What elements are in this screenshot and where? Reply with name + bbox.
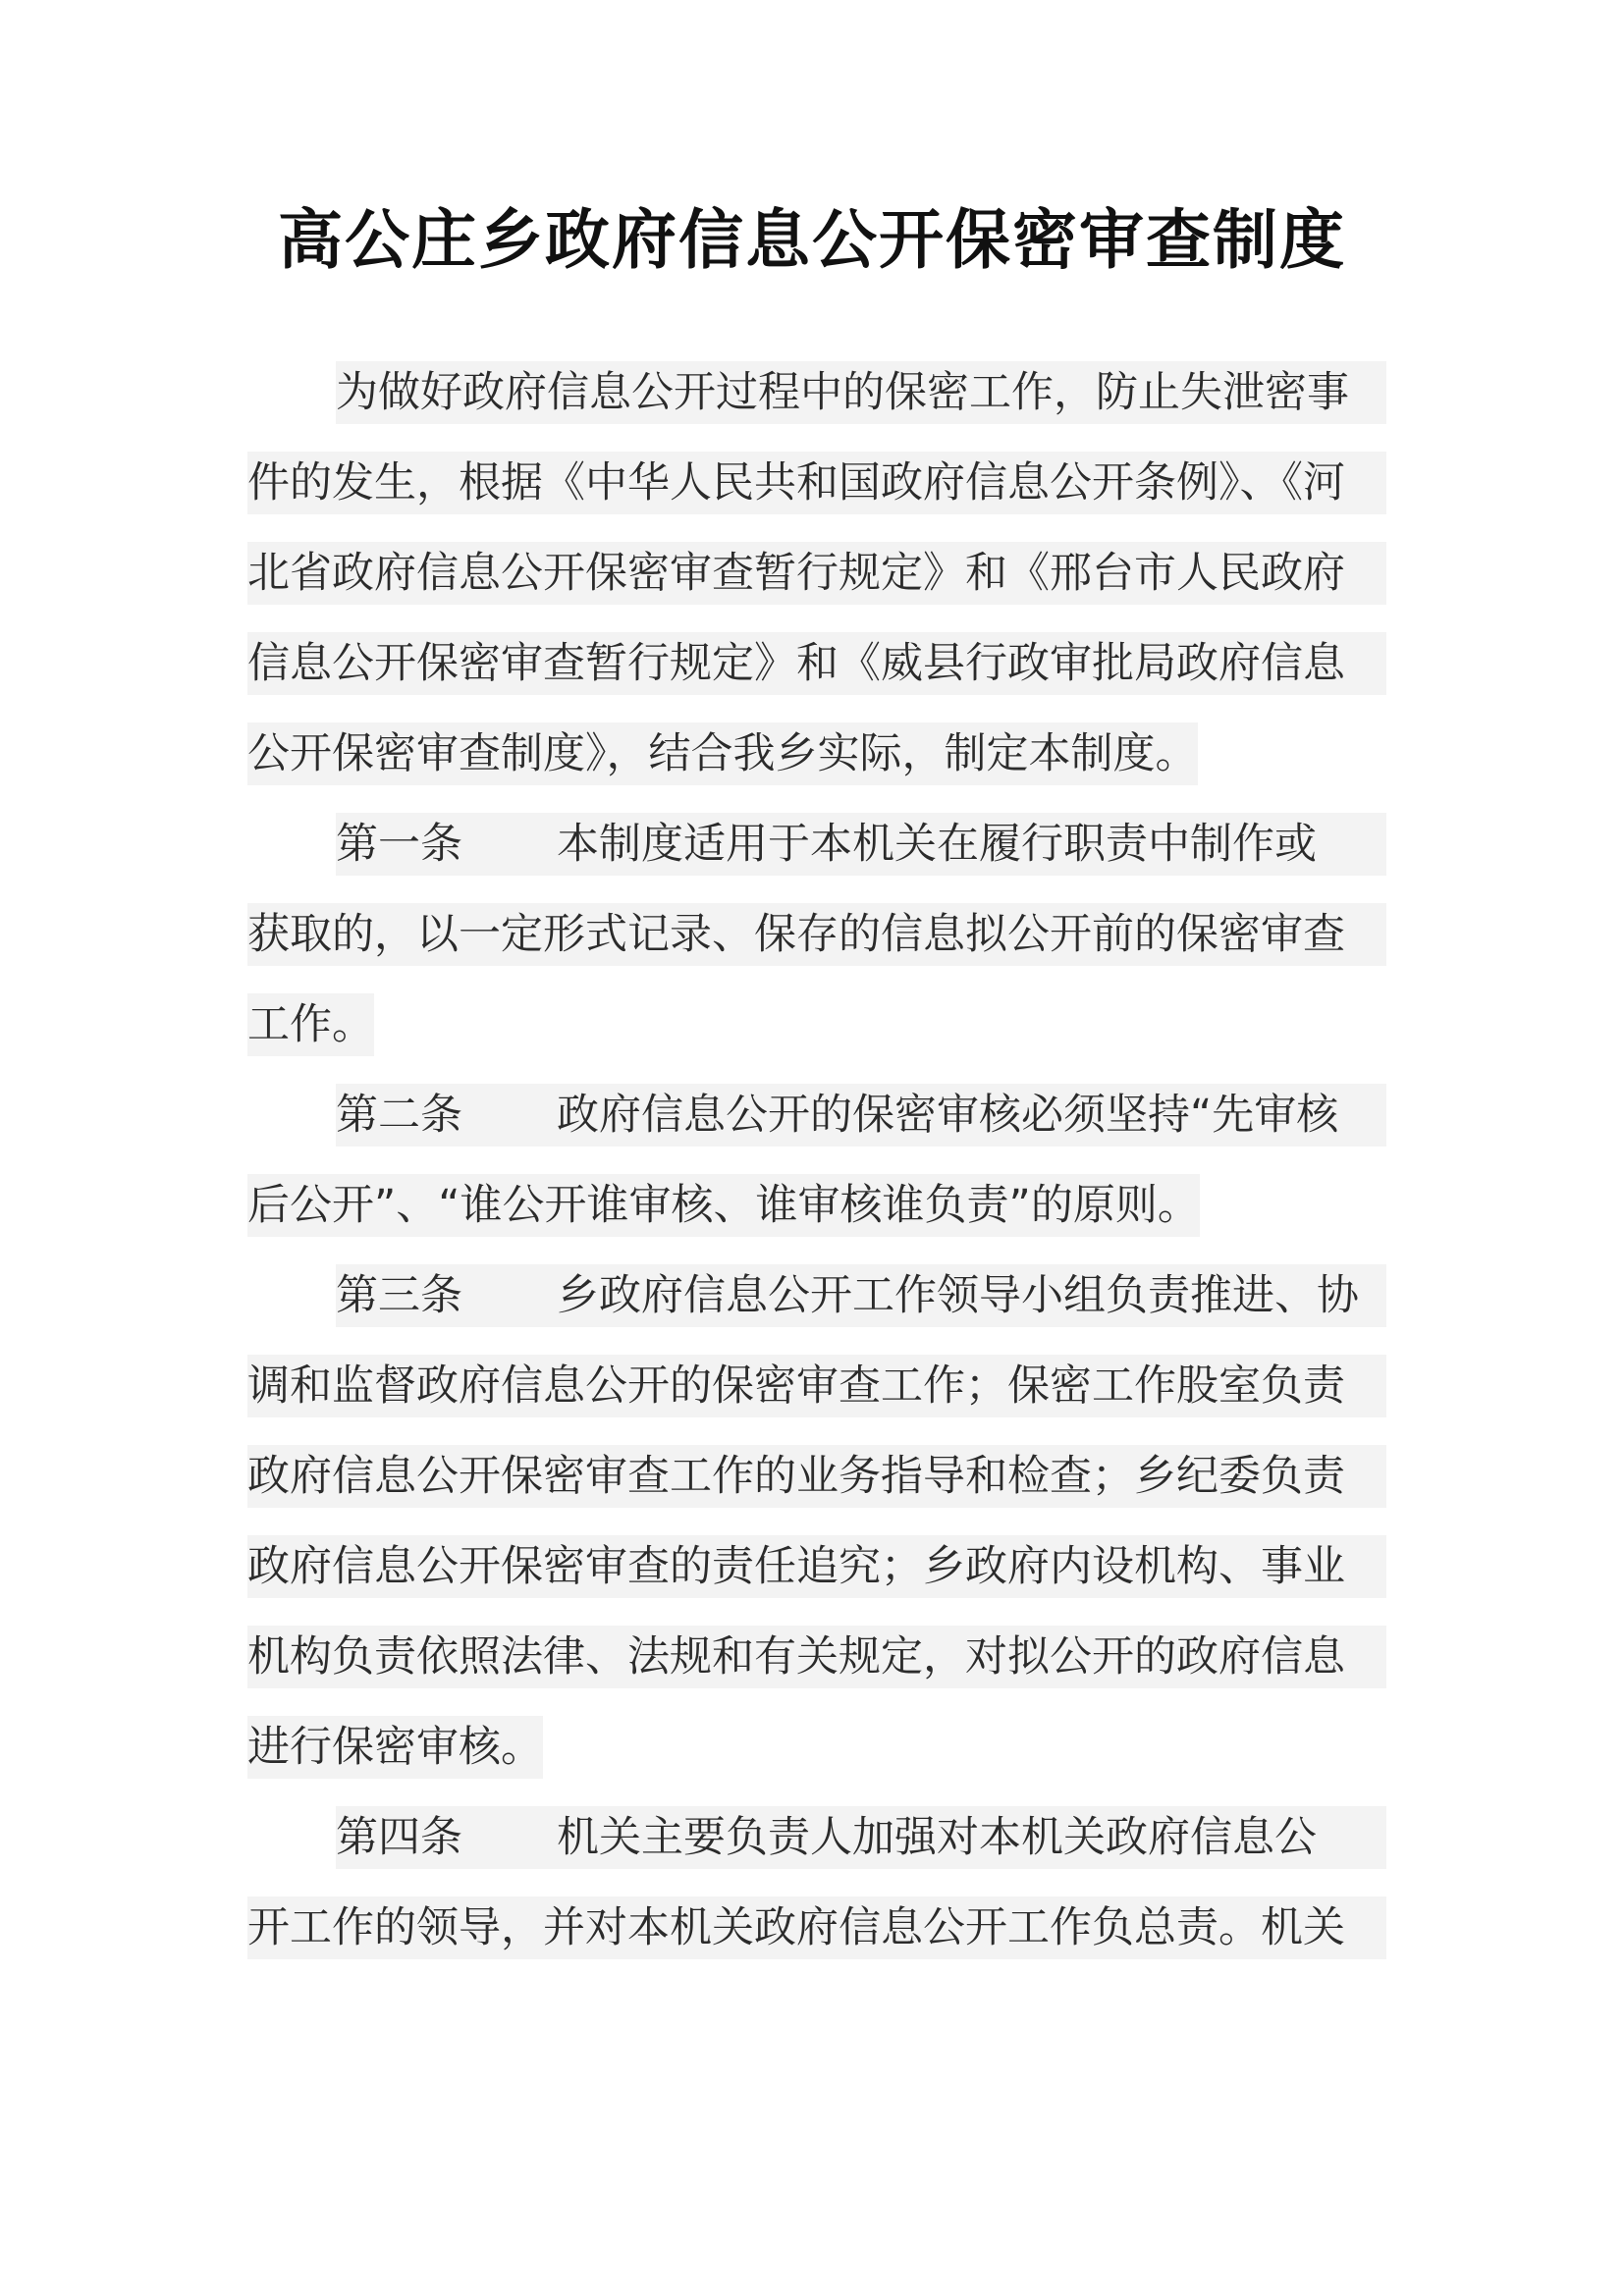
line-text: 进行保密审核。: [247, 1723, 543, 1772]
article-1-line: [336, 813, 1386, 876]
paragraph-line: [247, 1174, 1200, 1237]
paragraph-line: [247, 1535, 1386, 1598]
article-label: 第四条: [336, 1813, 462, 1862]
article-label: 第一条: [336, 820, 462, 869]
line-text: 开工作的领导，并对本机关政府信息公开工作负总责。机关: [247, 1903, 1345, 1952]
paragraph-line: [247, 993, 374, 1056]
line-text: 乡政府信息公开工作领导小组负责推进、协: [557, 1271, 1359, 1320]
line-text: 机关主要负责人加强对本机关政府信息公: [557, 1813, 1317, 1862]
line-text: 获取的，以一定形式记录、保存的信息拟公开前的保密审查: [247, 910, 1345, 959]
article-label: 第二条: [336, 1091, 462, 1140]
paragraph-line: [336, 361, 1386, 424]
line-text: 政府信息公开保密审查工作的业务指导和检查；乡纪委负责: [247, 1452, 1345, 1501]
line-text: 机构负责依照法律、法规和有关规定，对拟公开的政府信息: [247, 1632, 1345, 1682]
line-text: 公开保密审查制度》，结合我乡实际，制定本制度。: [247, 729, 1198, 778]
line-text: 工作。: [247, 1000, 374, 1049]
article-3-line: [336, 1264, 1386, 1327]
article-label: 第三条: [336, 1271, 462, 1320]
paragraph-line: [247, 1896, 1386, 1959]
paragraph-line: [247, 452, 1386, 514]
line-text: 本制度适用于本机关在履行职责中制作或: [557, 820, 1317, 869]
paragraph-line: [247, 903, 1386, 966]
line-text: 为做好政府信息公开过程中的保密工作，防止失泄密事: [336, 368, 1349, 417]
line-text: 后公开”、“谁公开谁审核、谁审核谁负责”的原则。: [247, 1181, 1200, 1230]
article-4-line: [336, 1806, 1386, 1869]
line-text: 北省政府信息公开保密审查暂行规定》和《邢台市人民政府: [247, 549, 1345, 598]
line-text: 调和监督政府信息公开的保密审查工作；保密工作股室负责: [247, 1362, 1345, 1411]
paragraph-line: [247, 542, 1386, 605]
paragraph-line: [247, 1626, 1386, 1688]
article-2-line: [336, 1084, 1386, 1147]
line-text: 信息公开保密审查暂行规定》和《威县行政审批局政府信息: [247, 639, 1345, 688]
line-text: 政府信息公开的保密审核必须坚持“先审核: [557, 1091, 1339, 1140]
paragraph-line: [247, 1716, 543, 1779]
line-text: 政府信息公开保密审查的责任追究；乡政府内设机构、事业: [247, 1542, 1345, 1591]
line-text: 件的发生，根据《中华人民共和国政府信息公开条例》、《河: [247, 458, 1345, 507]
paragraph-line: [247, 632, 1386, 695]
document-title: 高公庄乡政府信息公开保密审查制度: [278, 202, 1346, 278]
paragraph-line: [247, 1445, 1386, 1508]
paragraph-line: [247, 722, 1198, 785]
paragraph-line: [247, 1355, 1386, 1417]
